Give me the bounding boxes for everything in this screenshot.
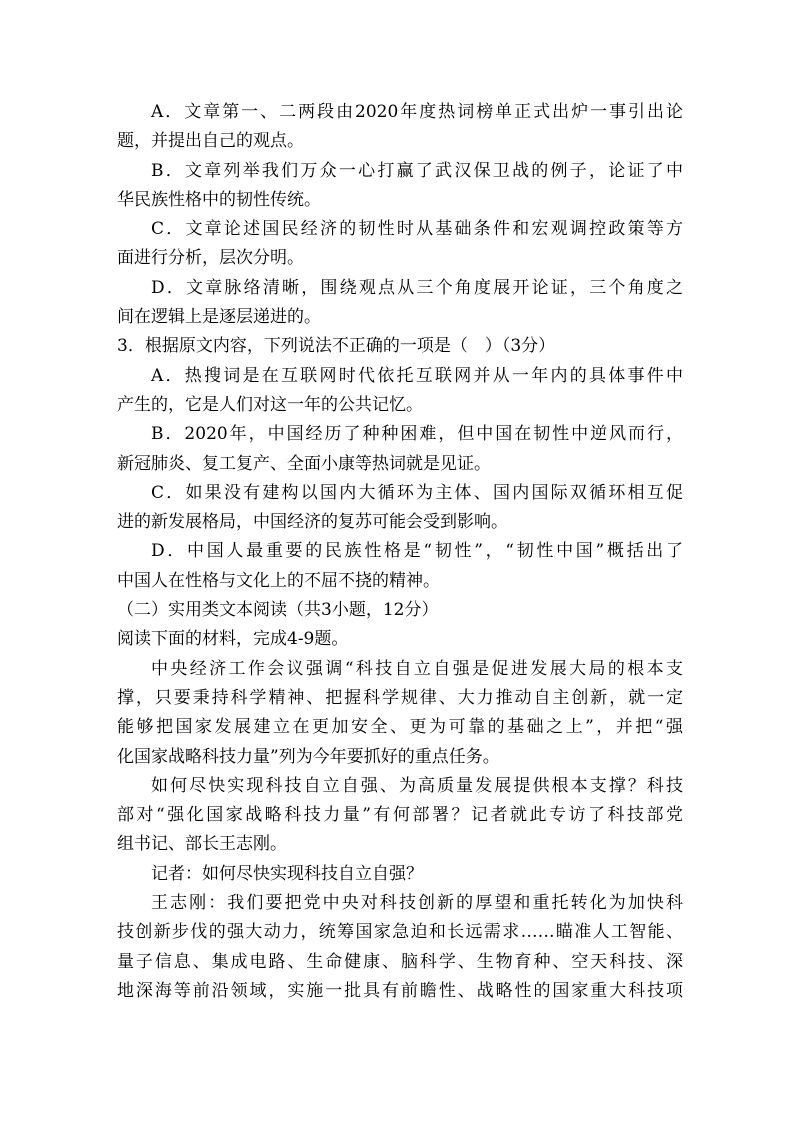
option-d-line-1: D．文章脉络清晰，围绕观点从三个角度展开论证，三个角度之: [151, 277, 683, 298]
paragraph-2-line-3: 组书记、部长王志刚。: [117, 834, 287, 855]
interview-answer-line-1: 王志刚：我们要把党中央对科技创新的厚望和重托转化为加快科: [151, 893, 683, 914]
option-c-line-2: 面进行分析，层次分明。: [117, 248, 304, 269]
question-3-stem: 3．根据原文内容，下列说法不正确的一项是（ ）（3分）: [117, 336, 556, 357]
option-b-line-1: B．文章列举我们万众一心打赢了武汉保卫战的例子，论证了中: [151, 160, 683, 181]
q3-option-b-line-2: 新冠肺炎、复工复产、全面小康等热词就是见证。: [117, 453, 491, 474]
paragraph-2-line-2: 部对“强化国家战略科技力量”有何部署？记者就此专访了科技部党: [117, 805, 683, 826]
q3-option-a-line-1: A．热搜词是在互联网时代依托互联网并从一年内的具体事件中: [151, 365, 683, 386]
q3-option-c-line-2: 进的新发展格局，中国经济的复苏可能会受到影响。: [117, 512, 508, 533]
reading-instruction: 阅读下面的材料，完成4-9题。: [117, 629, 349, 650]
q3-option-d-line-2: 中国人在性格与文化上的不屈不挠的精神。: [117, 570, 440, 591]
option-b-line-2: 华民族性格中的韧性传统。: [117, 189, 321, 210]
paragraph-1-line-2: 撑，只要秉持科学精神、把握科学规律、大力推动自主创新，就一定: [117, 687, 683, 708]
option-c-line-1: C．文章论述国民经济的韧性时从基础条件和宏观调控政策等方: [151, 219, 683, 240]
paragraph-1-line-1: 中央经济工作会议强调“科技自立自强是促进发展大局的根本支: [151, 658, 683, 679]
option-d-line-2: 间在逻辑上是逐层递进的。: [117, 307, 321, 328]
q3-option-c-line-1: C．如果没有建构以国内大循环为主体、国内国际双循环相互促: [151, 482, 683, 503]
option-a-line-1: A．文章第一、二两段由2020年度热词榜单正式出炉一事引出论: [151, 102, 683, 122]
interview-answer-line-2: 技创新步伐的强大动力，统筹国家急迫和长远需求……瞄准人工智能、: [117, 922, 683, 943]
interview-answer-line-3: 量子信息、集成电路、生命健康、脑科学、生物育种、空天科技、深: [117, 951, 683, 972]
paragraph-2-line-1: 如何尽快实现科技自立自强、为高质量发展提供根本支撑？科技: [151, 775, 683, 796]
interview-answer-line-4: 地深海等前沿领域，实施一批具有前瞻性、战略性的国家重大科技项: [117, 980, 683, 1001]
option-a-line-2: 题，并提出自己的观点。: [117, 131, 304, 152]
q3-option-d-line-1: D．中国人最重要的民族性格是“韧性”，“韧性中国”概括出了: [151, 541, 683, 562]
document-body: [117, 98, 683, 1006]
paragraph-1-line-3: 能够把国家发展建立在更加安全、更为可靠的基础之上”，并把“强: [117, 717, 683, 738]
q3-option-a-line-2: 产生的，它是人们对这一年的公共记忆。: [117, 394, 423, 415]
section-heading: （二）实用类文本阅读（共3小题，12分）: [117, 600, 439, 621]
paragraph-1-line-4: 化国家战略科技力量”列为今年要抓好的重点任务。: [117, 746, 500, 767]
interview-question: 记者：如何尽快实现科技自立自强？: [151, 863, 423, 884]
q3-option-b-line-1: B．2020年，中国经历了种种困难，但中国在韧性中逆风而行，: [151, 424, 683, 445]
